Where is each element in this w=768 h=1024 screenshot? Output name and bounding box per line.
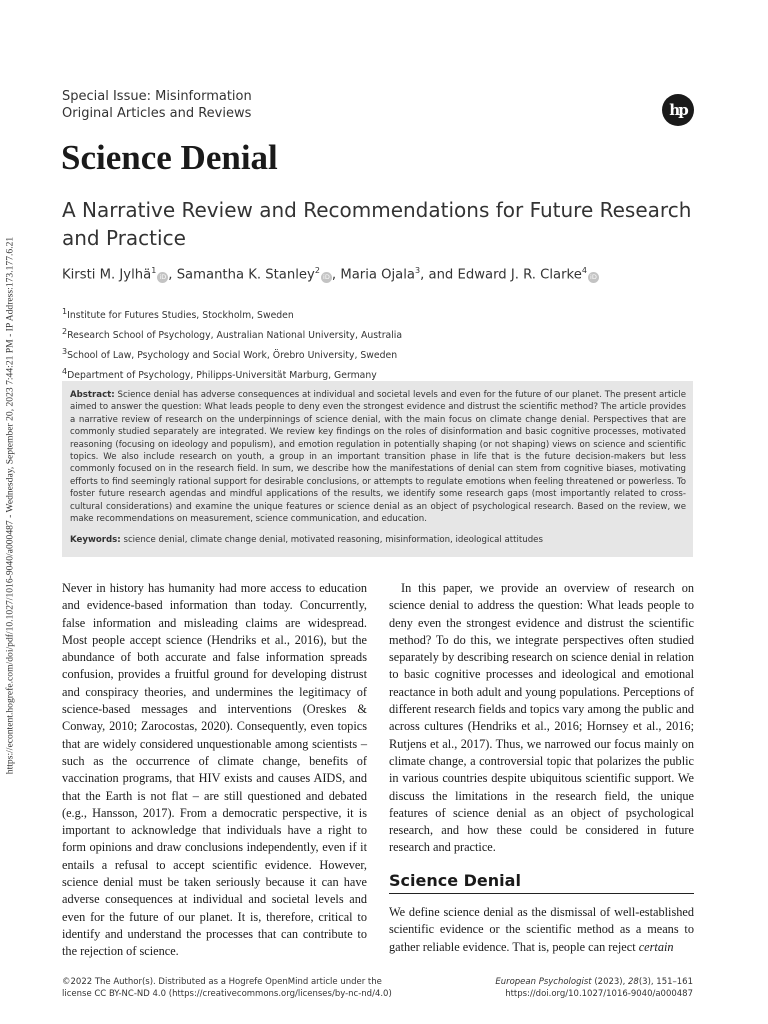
footer-citation (420, 976, 693, 1001)
article-subtitle: A Narrative Review and Recommendations for Future Research and Practice (62, 198, 692, 250)
affiliation-item (62, 324, 402, 344)
body-column-left (62, 580, 367, 961)
affiliation-number: 4 (62, 366, 68, 376)
journal-name: European Psychologist (495, 977, 592, 987)
affiliation-number: 2 (62, 326, 68, 336)
abstract-box (62, 381, 693, 557)
footer-license (62, 976, 392, 1001)
abstract-text: Science denial has adverse consequences at individual and societal levels and even for the future of our planet. The present article aimed to answer the question: What leads people to deny even the strongest evidence and distrust the scientific method? The article provides a narrative review of research on the underpinnings of science denial, with the main focus on climate change denial. Perspectives that are commonly studied separately are integrated. We review key findings on the roles of disinformation and basic cognitive processes, motivated reasoning (focusing on ideology and populism), and emotion regulation in potentially shaping (or not shaping) views on science and scientific topics. We also include research on youth, a group in an important transition phase in life that is the future decision-makers but less commonly focused on in the research field. In sum, we describe how the manifestations of denial can stem from cognitive biases, motivating efforts to find seemingly rational support for desirable conclusions, or attempts to regulate emotions when feeling threatened or powerless. To foster future research agendas and mindful applications of the results, we identify some research gaps (most importantly related to cross-cultural considerations) and examine the unique features or science denial as an object of psychological research. Based on the review, we make recommendations on measurement, science communication, and education. (70, 390, 686, 525)
abstract (70, 389, 686, 527)
keywords-text: science denial, climate change denial, motivated reasoning, misinformation, ideological attitudes (123, 535, 543, 545)
download-watermark: https://econtent.hogrefe.com/doi/pdf/10.1027/1016-9040/a000487 - Wednesday, September 20, 2023 7:44:21 PM - IP Address:173.177.6.21 (4, 236, 16, 775)
orcid-icon[interactable]: iD (588, 272, 599, 283)
license-line-1: ©2022 The Author(s). Distributed as a Hogrefe OpenMind article under the (62, 977, 382, 987)
affiliation-text: Research School of Psychology, Australian National University, Australia (67, 329, 403, 341)
author-affiliation-mark: 4 (581, 266, 587, 275)
author-list (62, 266, 599, 283)
issue-line-1: Special Issue: Misinformation (62, 89, 252, 104)
affiliation-number: 1 (62, 307, 68, 316)
author-name[interactable]: Samantha K. Stanley (176, 267, 315, 283)
author-affiliation-mark: 1 (151, 266, 157, 275)
orcid-icon[interactable]: iD (157, 272, 168, 283)
affiliation-text: Institute for Futures Studies, Stockholm, Sweden (67, 310, 294, 322)
affiliation-item (62, 344, 402, 364)
doi-link[interactable]: https://doi.org/10.1027/1016-9040/a000487 (505, 989, 693, 1000)
author-separator: , (168, 267, 177, 283)
journal-volume: 28 (628, 977, 639, 987)
orcid-icon[interactable]: iD (321, 272, 332, 283)
author-affiliation-mark: 2 (314, 266, 320, 275)
author-affiliation-mark: 3 (415, 266, 421, 275)
section-heading: Science Denial (389, 871, 694, 894)
section-paragraph (389, 904, 694, 956)
journal-year: (2023), (591, 977, 629, 987)
issue-label (62, 88, 252, 122)
author-separator: , and (420, 267, 458, 283)
author-name[interactable]: Kirsti M. Jylhä (62, 267, 152, 283)
journal-pages: (3), 151–161 (638, 977, 693, 987)
article-title: Science Denial (61, 138, 278, 177)
issue-line-2: Original Articles and Reviews (62, 106, 252, 121)
body-paragraph: In this paper, we provide an overview of research on science denial to address the question: What leads people to deny even the strongest evidence and distrust the scientific method? To do this, we integrate perspectives often studied separately by describing research on science denial in relation to basic cognitive processes and ideological and emotional reactance in both adult and young populations. Perceptions of different research fields and topics vary among the public and across cultures (Hendriks et al., 2016; Hornsey et al., 2016; Rutjens et al., 2017). Thus, we narrowed our focus mainly on climate change, a controversial topic that polarizes the public in various countries despite ubiquitous scientific support. We discuss the limitations in the research field, the unique features of science denial as an object of psychological research, and how these could be considered in future research and practice. (389, 581, 694, 855)
affiliation-list (62, 304, 402, 384)
journal-citation (420, 976, 693, 988)
author-name[interactable]: Edward J. R. Clarke (457, 267, 582, 283)
keywords-label: Keywords: (70, 535, 121, 545)
section-text: We define science denial as the dismissal of well-established scientific evidence or the scientific method as a means to gather reliable evidence. That is, people can reject (389, 905, 694, 954)
body-paragraph: Never in history has humanity had more access to education and evidence-based information than today. Concurrently, false information and misleading claims are widespread. Most people accept science (Hendriks et al., 2016), but the abundance of both accurate and false information spreads confusion, provides a fruitful ground for developing distrust and conspiracy theories, and undermines the legitimacy of science-based messages and interventions (Oreskes & Conway, 2010; Zarocostas, 2020). Consequently, even topics that are widely considered unquestionable among scientists – such as the occurrence of climate change, benefits of vaccination programs, that HIV exists and causes AIDS, and that the Earth is not flat – are still questioned and debated (e.g., Hansson, 2017). From a democratic perspective, it is important to acknowledge that individuals have a right to form opinions and draw conclusions independently, even if it entails a refusal to accept scientific evidence. However, science denial must be taken seriously because it can have adverse consequences at individual and societal levels and even for the future of our planet. It is, therefore, critical to identify and understand the processes that can contribute to the rejection of science. (62, 581, 367, 959)
hogrefe-logo-icon: hp (662, 94, 694, 126)
author-separator: , (331, 267, 341, 283)
body-column-right (389, 580, 694, 857)
author-name[interactable]: Maria Ojala (340, 267, 416, 283)
affiliation-number: 3 (62, 346, 68, 356)
affiliation-text: School of Law, Psychology and Social Work, Örebro University, Sweden (67, 349, 398, 361)
section-text-italic: certain (638, 939, 674, 954)
affiliation-item (62, 304, 402, 324)
affiliation-text: Department of Psychology, Philipps-Universität Marburg, Germany (67, 369, 377, 381)
license-line-2[interactable]: license CC BY-NC-ND 4.0 (https://creativecommons.org/licenses/by-nc-nd/4.0) (62, 989, 392, 1000)
keywords (70, 534, 686, 546)
abstract-label: Abstract: (70, 390, 115, 400)
